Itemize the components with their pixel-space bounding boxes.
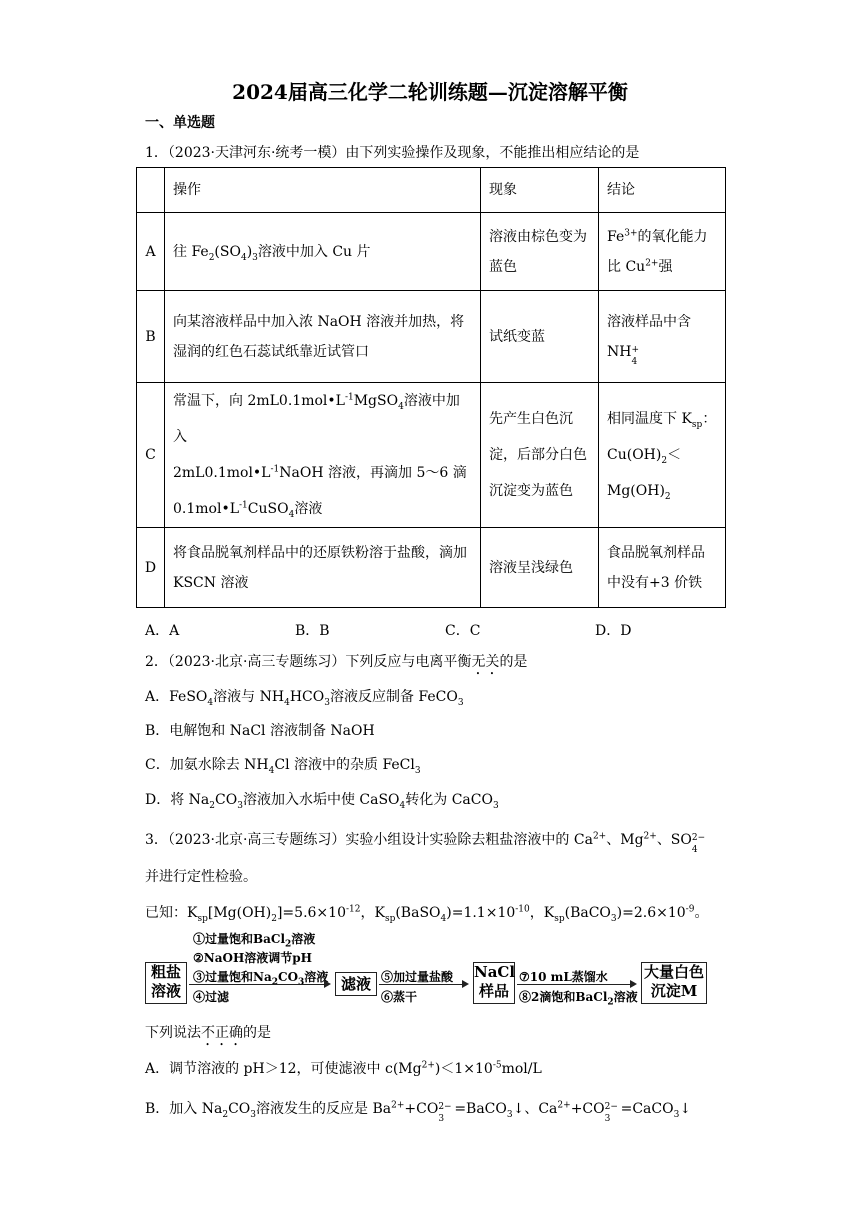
row-label: B xyxy=(137,291,165,383)
row-conclusion: 溶液样品中含 NH + 4 xyxy=(599,291,726,383)
row-operation: 将食品脱氧剂样品中的还原铁粉溶于盐酸，滴加 KSCN 溶液 xyxy=(165,528,481,608)
q3-option-b[interactable]: B．加入 $Na_2CO_3$溶液发生的反应是 $Ba^{2+}+CO$ 2− 3 =BaCO$_3$↓、$Ca^{2+}+CO$ 2− 3 =CaCO$_3$↓ xyxy=(145,1100,692,1124)
row-operation: 往 $Fe_2(SO_4)_3$溶液中加入 Cu 片 xyxy=(165,213,481,291)
q2-option-a[interactable]: A．FeSO$_4$溶液与 $NH_4HCO_3$溶液反应制备 FeCO$_3$ xyxy=(145,689,464,708)
flow-arrow xyxy=(517,984,635,985)
q1-table xyxy=(136,167,726,608)
header-phenomenon: 现象 xyxy=(481,168,599,213)
row-conclusion: 食品脱氧剂样品中没有+3 价铁 xyxy=(599,528,726,608)
section-heading: 一、单选题 xyxy=(145,115,215,131)
table-row xyxy=(137,383,726,528)
q3-ask-text: 下列说法 xyxy=(145,1025,201,1041)
q3-known: 已知：$K_{sp}[Mg(OH)_2]=5.6\times 10^{-12}$，$K_{sp}(BaSO_4)=1.1\times 10^{-10}$，$K_{sp}(BaCO_3)=2.6\times 10^{-9}$。 xyxy=(145,904,709,924)
flow-step: ①过量饱和BaCl$_2$溶液 xyxy=(193,932,316,950)
page-title: 2024届高三化学二轮训练题—沉淀溶解平衡 xyxy=(232,80,628,104)
flow-step: ⑥蒸干 xyxy=(381,990,418,1004)
q2-stem-text: 2．（2023·北京·高三专题练习）下列反应与电离平衡 xyxy=(145,654,472,670)
flow-box-nacl-sample: NaCl样品 xyxy=(473,962,515,1004)
table-corner-cell xyxy=(137,168,165,213)
flow-diagram xyxy=(145,928,705,1008)
header-operation: 操作 xyxy=(165,168,481,213)
flow-arrow xyxy=(379,984,467,985)
flow-arrow xyxy=(189,984,329,985)
q1-option-c[interactable]: C．C xyxy=(445,623,481,639)
q1-option-d[interactable]: D．D xyxy=(595,623,632,639)
q2-option-b[interactable]: B．电解饱和 NaCl 溶液制备 NaOH xyxy=(145,723,375,739)
flow-step: ④过滤 xyxy=(193,990,230,1004)
row-label: D xyxy=(137,528,165,608)
flow-box-precipitate: 大量白色沉淀M xyxy=(641,962,707,1004)
row-operation: 向某溶液样品中加入浓 NaOH 溶液并加热，将湿润的红色石蕊试纸靠近试管口 xyxy=(165,291,481,383)
q3-ask xyxy=(145,1022,271,1049)
row-conclusion: 相同温度下 $K_{sp}$： $Cu(OH)_2<$ $Mg(OH)_2$ xyxy=(599,383,726,528)
row-label: C xyxy=(137,383,165,528)
q2-stem-emphasis: 无关 xyxy=(471,654,500,670)
q1-option-a[interactable]: A．A xyxy=(145,623,180,639)
q2-option-c[interactable]: C．加氨水除去 $NH_4Cl$ 溶液中的杂质 FeCl$_3$ xyxy=(145,757,421,776)
q1-stem: 1．（2023·天津河东·统考一模）由下列实验操作及现象，不能推出相应结论的是 xyxy=(145,145,640,161)
q2-stem xyxy=(145,651,527,678)
flow-step: ⑤加过量盐酸 xyxy=(381,970,454,984)
flow-step: ⑧2滴饱和BaCl$_2$溶液 xyxy=(519,990,638,1008)
q3-ask-emphasis: 不正确 xyxy=(201,1025,243,1041)
table-header-row xyxy=(137,168,726,213)
row-phenomenon: 溶液由棕色变为蓝色 xyxy=(481,213,599,291)
table-row xyxy=(137,213,726,291)
q1-option-b[interactable]: B．B xyxy=(295,623,330,639)
row-label: A xyxy=(137,213,165,291)
q3-option-a[interactable]: A．调节溶液的 pH＞12，可使滤液中 $c(Mg^{2+})<1\times 10^{-5}mol/L$ xyxy=(145,1060,542,1077)
flow-step: ②NaOH溶液调节pH xyxy=(193,951,313,965)
header-conclusion: 结论 xyxy=(599,168,726,213)
flow-box-filtrate: 滤液 xyxy=(335,972,377,996)
row-operation: 常温下，向 $2mL0.1mol•L^{-1}MgSO_4$溶液中加入 $2mL0.1mol•L^{-1}NaOH$ 溶液，再滴加 5～6 滴 $0.1mol•L^{-1}CuSO_4$溶液 xyxy=(165,383,481,528)
row-phenomenon: 先产生白色沉淀，后部分白色沉淀变为蓝色 xyxy=(481,383,599,528)
row-phenomenon: 溶液呈浅绿色 xyxy=(481,528,599,608)
q2-option-d[interactable]: D．将 $Na_2CO_3$溶液加入水垢中使 CaSO$_4$转化为 CaCO$_3$ xyxy=(145,792,499,811)
q2-stem-tail: 的是 xyxy=(499,654,528,670)
row-conclusion: $Fe^{3+}$的氧化能力比 $Cu^{2+}$强 xyxy=(599,213,726,291)
table-row xyxy=(137,528,726,608)
q3-stem-cont: 并进行定性检验。 xyxy=(145,869,257,885)
row-phenomenon: 试纸变蓝 xyxy=(481,291,599,383)
flow-step: ③过量饱和$Na_2CO_3$溶液 xyxy=(193,970,329,988)
q3-ask-tail: 的是 xyxy=(243,1025,271,1041)
q3-stem: 3．（2023·北京·高三专题练习）实验小组设计实验除去粗盐溶液中的 $Ca^{2+}$、$Mg^{2+}$、SO 2− 4 xyxy=(145,831,706,855)
table-row xyxy=(137,291,726,383)
flow-box-crude-salt: 粗盐溶液 xyxy=(145,962,187,1004)
flow-step: ⑦10 mL蒸馏水 xyxy=(519,970,608,984)
